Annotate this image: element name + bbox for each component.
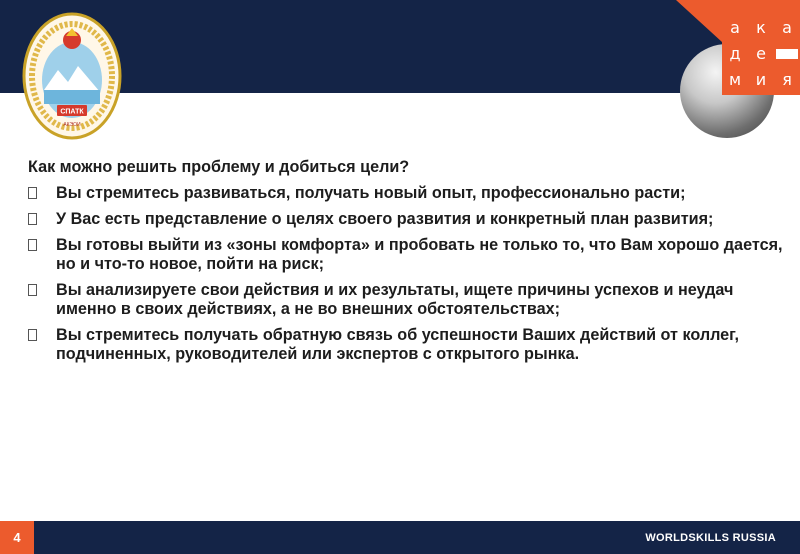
bullet-box-icon	[28, 187, 37, 199]
brand-letter: а	[782, 17, 792, 37]
emblem-year-text: АКЭОИ	[63, 122, 81, 128]
bullet-text: Вы стремитесь развиваться, получать новый опыт, профессионально расти;	[56, 184, 686, 202]
brand-letter: я	[782, 69, 792, 89]
bullet-text: Вы анализируете свои действия и их результаты, ищете причины успехов и неудач именно в своих действиях, а не во внешних обстоятельствах;	[56, 281, 734, 318]
bullet-box-icon	[28, 239, 37, 251]
decorative-triangle	[676, 0, 726, 50]
brand-letter: е	[756, 43, 766, 63]
emblem-badge-text: СПАТК	[60, 108, 84, 116]
brand-letter: д	[729, 43, 741, 63]
slide-heading: Как можно решить проблему и добиться цели?	[28, 158, 410, 176]
bullet-box-icon	[28, 329, 37, 341]
bullet-box-icon	[28, 284, 37, 296]
bullet-box-icon	[28, 213, 37, 225]
brand-row-2	[722, 40, 800, 66]
brand-letter: а	[730, 17, 740, 37]
bullet-item	[28, 184, 788, 203]
bullet-text: У Вас есть представление о целях своего развития и конкретный план развития;	[56, 210, 714, 228]
brand-row-3	[722, 66, 800, 92]
slide-content	[28, 158, 788, 371]
bullet-text: Вы готовы выйти из «зоны комфорта» и пробовать не только то, что Вам хорошо дается, но и что-то новое, пойти на риск;	[56, 236, 783, 273]
brand-letter: и	[755, 69, 767, 89]
bullet-text: Вы стремитесь получать обратную связь об успешности Ваших действий от коллег, подчиненных, руководителей или экспертов с открытого рынка.	[56, 326, 740, 363]
brand-row-1	[722, 14, 800, 40]
college-emblem-logo	[22, 10, 122, 142]
brand-letter: к	[756, 17, 766, 37]
bullet-list	[28, 184, 788, 364]
bullet-item	[28, 236, 788, 274]
page-number: 4	[0, 521, 34, 554]
bullet-item	[28, 210, 788, 229]
bullet-item	[28, 281, 788, 319]
brand-square-icon	[776, 44, 798, 63]
academy-brand-letters	[722, 14, 800, 92]
worldskills-label: WORLDSKILLS RUSSIA	[645, 531, 776, 544]
bullet-item	[28, 326, 788, 364]
brand-letter: м	[728, 69, 742, 89]
